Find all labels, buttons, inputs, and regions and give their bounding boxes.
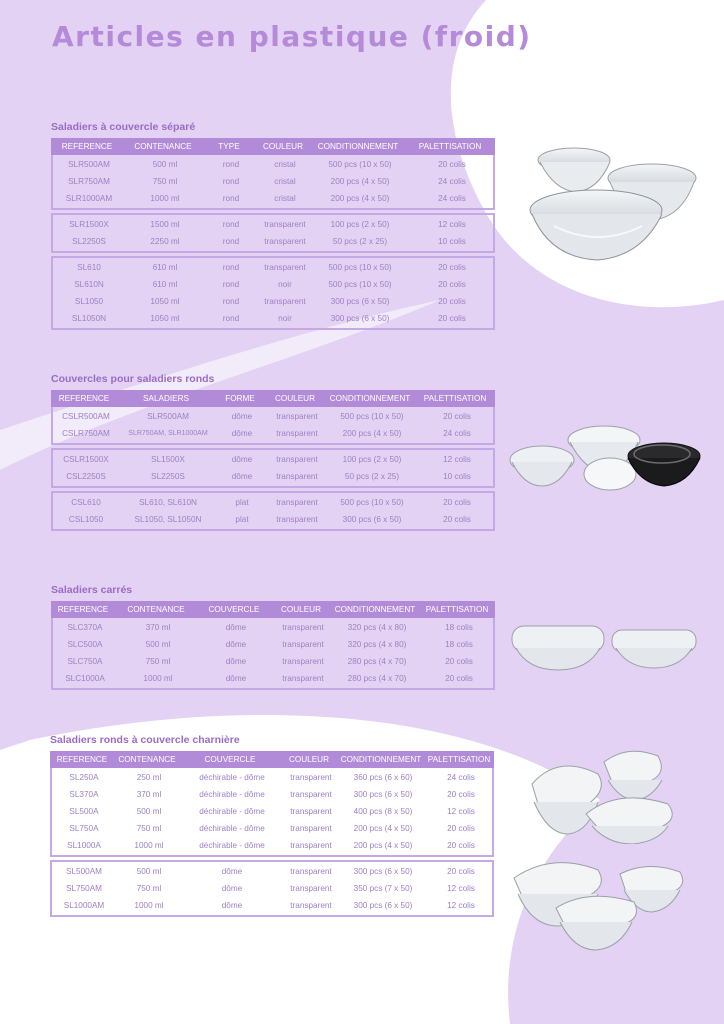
row-group bbox=[51, 491, 495, 531]
cell: dôme bbox=[221, 884, 243, 893]
cell: 320 pcs (4 x 80) bbox=[347, 640, 407, 649]
cell: transparent bbox=[264, 237, 306, 246]
cell: dôme bbox=[231, 472, 253, 481]
cell: 370 ml bbox=[145, 623, 171, 632]
cell: noir bbox=[278, 314, 292, 323]
cell: 20 colis bbox=[438, 297, 466, 306]
cell: 24 colis bbox=[438, 177, 466, 186]
cell: 100 pcs (2 x 50) bbox=[342, 455, 402, 464]
cell-reference: SL500A bbox=[69, 807, 99, 816]
cell-reference: SL370A bbox=[69, 790, 99, 799]
cell: 500 pcs (10 x 50) bbox=[340, 412, 404, 421]
column-header: COUVERCLE bbox=[208, 605, 260, 614]
round-salad-bowls-photo bbox=[524, 130, 700, 265]
cell: transparent bbox=[290, 773, 332, 782]
cell: 610 ml bbox=[152, 263, 178, 272]
table-row bbox=[53, 293, 493, 310]
cell: rond bbox=[222, 297, 240, 306]
cell: rond bbox=[222, 314, 240, 323]
product-table bbox=[51, 390, 495, 531]
column-header: REFERENCE bbox=[57, 605, 109, 614]
cell: 20 colis bbox=[443, 515, 471, 524]
cell: déchirable - dôme bbox=[199, 773, 265, 782]
column-header: CONTENANCE bbox=[118, 755, 176, 764]
section-saladiers-couvercle-separe bbox=[51, 121, 495, 330]
column-header: CONDITIONNEMENT bbox=[329, 394, 411, 403]
column-header: PALETTISATION bbox=[427, 755, 491, 764]
cell: SLR500AM bbox=[147, 412, 189, 421]
cell: 500 pcs (10 x 50) bbox=[328, 160, 392, 169]
table-header bbox=[51, 390, 495, 407]
cell: déchirable - dôme bbox=[199, 790, 265, 799]
cell: dôme bbox=[225, 640, 247, 649]
cell: 1000 ml bbox=[134, 841, 164, 850]
cell: transparent bbox=[282, 640, 324, 649]
cell: 500 ml bbox=[136, 807, 162, 816]
cell-reference: SL750AM bbox=[66, 884, 102, 893]
cell: 12 colis bbox=[447, 884, 475, 893]
cell-reference: SLC1000A bbox=[65, 674, 105, 683]
cell: 50 pcs (2 x 25) bbox=[332, 237, 388, 246]
cell: 20 colis bbox=[438, 314, 466, 323]
hinged-bowls-photo-top bbox=[508, 744, 696, 844]
table-row bbox=[53, 468, 493, 485]
table-row bbox=[53, 408, 493, 425]
table-row bbox=[52, 820, 492, 837]
cell-reference: SL500AM bbox=[66, 867, 102, 876]
table-header bbox=[51, 601, 495, 618]
cell: rond bbox=[222, 237, 240, 246]
table-row bbox=[53, 216, 493, 233]
cell-reference: SLR1500X bbox=[69, 220, 109, 229]
cell-reference: SL1000AM bbox=[63, 901, 105, 910]
cell: 500 ml bbox=[152, 160, 178, 169]
cell-reference: CSLR500AM bbox=[62, 412, 110, 421]
cell: 750 ml bbox=[145, 657, 171, 666]
cell: dôme bbox=[221, 901, 243, 910]
column-header: REFERENCE bbox=[56, 755, 108, 764]
section-title: Saladiers carrés bbox=[51, 584, 133, 596]
column-header: CONDITIONNEMENT bbox=[340, 755, 422, 764]
cell: dôme bbox=[225, 674, 247, 683]
cell: transparent bbox=[290, 867, 332, 876]
column-header: COULEUR bbox=[262, 142, 304, 151]
cell: déchirable - dôme bbox=[199, 807, 265, 816]
table-row bbox=[53, 233, 493, 250]
cell-reference: SLC750A bbox=[67, 657, 103, 666]
cell: transparent bbox=[264, 263, 306, 272]
cell: 610 ml bbox=[152, 280, 178, 289]
cell-reference: CSLR750AM bbox=[62, 429, 110, 438]
cell: 300 pcs (6 x 50) bbox=[330, 314, 390, 323]
cell: transparent bbox=[276, 412, 318, 421]
cell: 750 ml bbox=[136, 884, 162, 893]
column-header: COULEUR bbox=[280, 605, 322, 614]
table-row bbox=[53, 259, 493, 276]
cell: transparent bbox=[290, 824, 332, 833]
row-group bbox=[51, 618, 495, 690]
cell: 10 colis bbox=[443, 472, 471, 481]
cell: SLR750AM, SLR1000AM bbox=[128, 430, 208, 437]
table-header bbox=[51, 138, 495, 155]
cell: transparent bbox=[276, 472, 318, 481]
cell: 200 pcs (4 x 50) bbox=[353, 841, 413, 850]
cell: 500 ml bbox=[145, 640, 171, 649]
table-row bbox=[52, 837, 492, 854]
cell: dôme bbox=[231, 429, 253, 438]
table-row bbox=[52, 897, 492, 914]
cell: dôme bbox=[225, 623, 247, 632]
table-row bbox=[53, 653, 493, 670]
column-header: REFERENCE bbox=[58, 394, 110, 403]
column-header: CONTENANCE bbox=[127, 605, 185, 614]
cell-reference: SL1050N bbox=[71, 314, 107, 323]
cell: 1500 ml bbox=[150, 220, 180, 229]
table-row bbox=[53, 156, 493, 173]
cell: cristal bbox=[274, 160, 296, 169]
cell: noir bbox=[278, 280, 292, 289]
cell: transparent bbox=[282, 674, 324, 683]
cell: transparent bbox=[276, 455, 318, 464]
cell: SL610, SL610N bbox=[139, 498, 197, 507]
column-header: COUVERCLE bbox=[204, 755, 256, 764]
round-lids-photo bbox=[506, 420, 702, 500]
square-salad-bowls-photo bbox=[508, 618, 700, 674]
cell: 1000 ml bbox=[134, 901, 164, 910]
cell: dôme bbox=[231, 412, 253, 421]
cell: 24 colis bbox=[447, 773, 475, 782]
table-row bbox=[52, 880, 492, 897]
cell: 20 colis bbox=[438, 263, 466, 272]
cell-reference: SLC370A bbox=[67, 623, 103, 632]
cell: 1000 ml bbox=[150, 194, 180, 203]
row-group bbox=[50, 768, 494, 857]
cell: 12 colis bbox=[447, 807, 475, 816]
cell: 20 colis bbox=[445, 657, 473, 666]
row-group bbox=[51, 155, 495, 210]
cell: transparent bbox=[282, 623, 324, 632]
row-group bbox=[51, 448, 495, 488]
cell: 750 ml bbox=[152, 177, 178, 186]
cell: dôme bbox=[231, 455, 253, 464]
cell: 250 ml bbox=[136, 773, 162, 782]
hinged-bowls-photo-bottom bbox=[508, 852, 694, 952]
cell-reference: SL610 bbox=[77, 263, 101, 272]
cell: 20 colis bbox=[443, 498, 471, 507]
cell: rond bbox=[222, 177, 240, 186]
table-header bbox=[50, 751, 494, 768]
table-row bbox=[53, 494, 493, 511]
row-group bbox=[51, 407, 495, 445]
cell: transparent bbox=[276, 515, 318, 524]
cell: cristal bbox=[274, 194, 296, 203]
cell: 20 colis bbox=[443, 412, 471, 421]
cell: transparent bbox=[264, 220, 306, 229]
cell-reference: SL1000A bbox=[67, 841, 101, 850]
cell-reference: SL610N bbox=[74, 280, 104, 289]
product-table bbox=[50, 751, 494, 917]
cell: 1050 ml bbox=[150, 297, 180, 306]
cell: transparent bbox=[290, 807, 332, 816]
column-header: COULEUR bbox=[288, 755, 330, 764]
cell: rond bbox=[222, 280, 240, 289]
table-row bbox=[53, 670, 493, 687]
cell: 1000 ml bbox=[143, 674, 173, 683]
cell: 12 colis bbox=[443, 455, 471, 464]
cell: 350 pcs (7 x 50) bbox=[353, 884, 413, 893]
cell: 200 pcs (4 x 50) bbox=[342, 429, 402, 438]
cell-reference: SLR1000AM bbox=[65, 194, 113, 203]
table-row bbox=[53, 619, 493, 636]
cell: SL1050, SL1050N bbox=[134, 515, 202, 524]
cell: 1050 ml bbox=[150, 314, 180, 323]
cell-reference: SLR750AM bbox=[68, 177, 110, 186]
row-group bbox=[50, 860, 494, 917]
cell: 360 pcs (6 x 60) bbox=[353, 773, 413, 782]
cell: 280 pcs (4 x 70) bbox=[347, 674, 407, 683]
cell: plat bbox=[235, 498, 249, 507]
cell-reference: SLC500A bbox=[67, 640, 103, 649]
row-group bbox=[51, 256, 495, 330]
cell: 300 pcs (6 x 50) bbox=[353, 867, 413, 876]
cell: déchirable - dôme bbox=[199, 841, 265, 850]
cell: 300 pcs (6 x 50) bbox=[353, 790, 413, 799]
table-row bbox=[53, 276, 493, 293]
table-row bbox=[53, 451, 493, 468]
column-header: REFERENCE bbox=[61, 142, 113, 151]
cell: 12 colis bbox=[438, 220, 466, 229]
cell: transparent bbox=[290, 841, 332, 850]
table-row bbox=[52, 769, 492, 786]
table-row bbox=[52, 803, 492, 820]
cell: transparent bbox=[264, 297, 306, 306]
cell-reference: SL1050 bbox=[74, 297, 104, 306]
cell: plat bbox=[235, 515, 249, 524]
cell: rond bbox=[222, 194, 240, 203]
product-table bbox=[51, 601, 495, 690]
table-row bbox=[53, 310, 493, 327]
cell: 500 pcs (10 x 50) bbox=[328, 280, 392, 289]
table-row bbox=[53, 173, 493, 190]
cell: 20 colis bbox=[445, 674, 473, 683]
table-row bbox=[52, 786, 492, 803]
cell: transparent bbox=[282, 657, 324, 666]
page-title: Articles en plastique (froid) bbox=[52, 20, 532, 53]
cell-reference: CSL2250S bbox=[66, 472, 106, 481]
cell: 10 colis bbox=[438, 237, 466, 246]
cell: transparent bbox=[290, 884, 332, 893]
cell: 750 ml bbox=[136, 824, 162, 833]
cell: 200 pcs (4 x 50) bbox=[330, 194, 390, 203]
cell: dôme bbox=[221, 867, 243, 876]
section-title: Saladiers ronds à couvercle charnière bbox=[50, 734, 240, 746]
cell: transparent bbox=[276, 429, 318, 438]
cell: 24 colis bbox=[438, 194, 466, 203]
cell-reference: CSL610 bbox=[71, 498, 101, 507]
cell: 50 pcs (2 x 25) bbox=[344, 472, 400, 481]
column-header: CONDITIONNEMENT bbox=[317, 142, 399, 151]
column-header: PALETTISATION bbox=[418, 142, 482, 151]
column-header: PALETTISATION bbox=[423, 394, 487, 403]
cell: 24 colis bbox=[443, 429, 471, 438]
cell: 20 colis bbox=[447, 824, 475, 833]
cell-reference: CSLR1500X bbox=[63, 455, 109, 464]
cell: SL2250S bbox=[151, 472, 185, 481]
cell: 300 pcs (6 x 50) bbox=[353, 901, 413, 910]
cell: 2250 ml bbox=[150, 237, 180, 246]
section-couvercles-saladiers-ronds bbox=[51, 373, 495, 531]
cell: 200 pcs (4 x 50) bbox=[330, 177, 390, 186]
table-row bbox=[53, 190, 493, 207]
cell: cristal bbox=[274, 177, 296, 186]
cell-reference: SLR500AM bbox=[68, 160, 110, 169]
cell: 20 colis bbox=[447, 790, 475, 799]
product-table bbox=[51, 138, 495, 330]
cell: transparent bbox=[290, 901, 332, 910]
table-row bbox=[53, 636, 493, 653]
cell: 20 colis bbox=[447, 867, 475, 876]
column-header: COULEUR bbox=[274, 394, 316, 403]
column-header: FORME bbox=[225, 394, 255, 403]
cell: 18 colis bbox=[445, 640, 473, 649]
cell: 280 pcs (4 x 70) bbox=[347, 657, 407, 666]
section-saladiers-couvercle-charniere bbox=[50, 734, 494, 917]
column-header: PALETTISATION bbox=[425, 605, 489, 614]
cell-reference: SL2250S bbox=[72, 237, 106, 246]
column-header: TYPE bbox=[218, 142, 240, 151]
cell: dôme bbox=[225, 657, 247, 666]
cell: SL1500X bbox=[151, 455, 185, 464]
cell: 300 pcs (6 x 50) bbox=[330, 297, 390, 306]
table-row bbox=[53, 425, 493, 442]
cell-reference: SL750A bbox=[69, 824, 99, 833]
column-header: CONDITIONNEMENT bbox=[334, 605, 416, 614]
cell: 400 pcs (8 x 50) bbox=[353, 807, 413, 816]
cell: 500 pcs (10 x 50) bbox=[340, 498, 404, 507]
column-header: SALADIERS bbox=[143, 394, 189, 403]
cell: rond bbox=[222, 160, 240, 169]
cell: 100 pcs (2 x 50) bbox=[330, 220, 390, 229]
cell: rond bbox=[222, 220, 240, 229]
cell: rond bbox=[222, 263, 240, 272]
cell: 370 ml bbox=[136, 790, 162, 799]
cell-reference: CSL1050 bbox=[68, 515, 104, 524]
cell: 20 colis bbox=[438, 280, 466, 289]
cell: 500 pcs (10 x 50) bbox=[328, 263, 392, 272]
row-group bbox=[51, 213, 495, 253]
table-row bbox=[52, 863, 492, 880]
cell-reference: SL250A bbox=[69, 773, 99, 782]
cell: 20 colis bbox=[438, 160, 466, 169]
cell: transparent bbox=[276, 498, 318, 507]
cell: transparent bbox=[290, 790, 332, 799]
cell: 500 ml bbox=[136, 867, 162, 876]
cell: déchirable - dôme bbox=[199, 824, 265, 833]
cell: 200 pcs (4 x 50) bbox=[353, 824, 413, 833]
cell: 18 colis bbox=[445, 623, 473, 632]
section-saladiers-carres bbox=[51, 584, 495, 690]
section-title: Couvercles pour saladiers ronds bbox=[51, 373, 215, 385]
table-row bbox=[53, 511, 493, 528]
section-title: Saladiers à couvercle séparé bbox=[51, 121, 196, 133]
column-header: CONTENANCE bbox=[134, 142, 192, 151]
cell: 320 pcs (4 x 80) bbox=[347, 623, 407, 632]
cell: 20 colis bbox=[447, 841, 475, 850]
cell: 12 colis bbox=[447, 901, 475, 910]
cell: 300 pcs (6 x 50) bbox=[342, 515, 402, 524]
